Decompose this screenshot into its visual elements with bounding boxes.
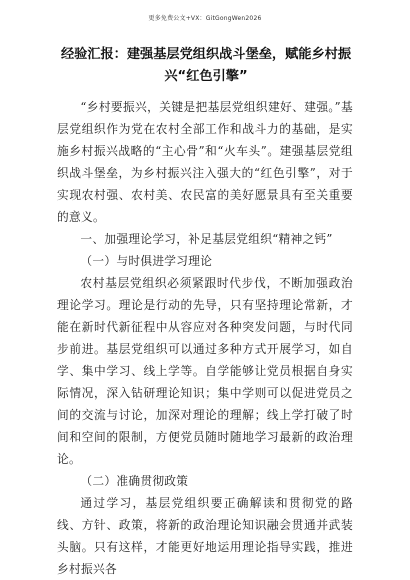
body-paragraph-1: 农村基层党组织必须紧跟时代步伐，不断加强政治理论学习。理论是行动的先导，只有坚持理论常新，才能在新时代新征程中从容应对各种突发问题，与时代同步前进。基层党组织可以通过多种方式开展学习，如自学、集中学习、线上学等。自学能够让党员根据自身实际情况，深入钻研理论知识；集中学则可以促进党员之间的交流与讨论，加深对理论的理解；线上学打破了时间和空间的限制，方便党员随时随地学习最新的政治理论。 — [57, 276, 353, 466]
subsection-heading-1: （一）与时俱进学习理论 — [80, 254, 213, 268]
subsection-heading-2: （二）准确贯彻政策 — [80, 474, 189, 488]
body-paragraph-2: 通过学习，基层党组织要正确解读和贯彻党的路线、方针、政策，将新的政治理论知识融会贯通并武装头脑。只有这样，才能更好地运用理论指导实践，推进乡村振兴各 — [57, 496, 353, 576]
document-body — [57, 96, 353, 580]
section-heading-1: 一、加强理论学习，补足基层党组织“精神之钙” — [80, 232, 333, 246]
header-note: 更多免费公文+VX：GitGongWen2026 — [148, 15, 262, 22]
intro-paragraph: “乡村要振兴，关键是把基层党组织建好、建强。”基层党组织作为党在农村全部工作和战斗力的基础，是实施乡村振兴战略的“主心骨”和“火车头”。建强基层党组织战斗堡垒，为乡村振兴注入强大的“红色引擎”，对于实现农村强、农村美、农民富的美好愿景具有至关重要的意义。 — [57, 100, 353, 224]
document-title: 经验汇报：建强基层党组织战斗堡垒，赋能乡村振兴“红色引擎” — [60, 47, 352, 84]
